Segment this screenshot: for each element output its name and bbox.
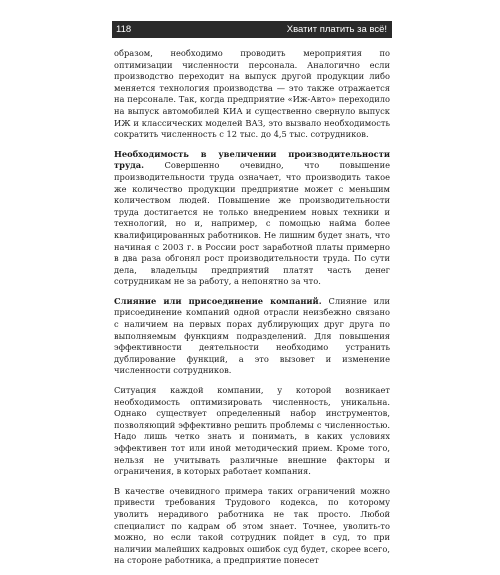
body-text xyxy=(114,48,390,575)
paragraph xyxy=(114,48,390,141)
paragraph xyxy=(114,486,390,567)
paragraph-text: образом, необходимо проводить мероприятия по оптимизации численности персонала. Аналогично если производство переходит на выпуск другой продукции либо меняется технология производства — это также отражается на персонале. Так, когда предприятие «Иж-Авто» переходило на выпуск автомобилей КИА и существенно свернуло выпуск ИЖ и классических моделей ВАЗ, это вызвало необходимость сократить численность с 12 тыс. до 4,5 тыс. сотрудников. xyxy=(114,48,390,140)
paragraph xyxy=(114,296,390,377)
paragraph-text: В качестве очевидного примера таких ограничений можно привести требования Трудового кодекса, по которому уволить нерадивого работника не так просто. Любой специалист по кадрам об этом знает. Точнее, уволить-то можно, но если такой сотрудник пойдет в суд, то при наличии малейших кадровых ошибок суд будет, скорее всего, на стороне работника, а предприятие понесет xyxy=(114,485,390,566)
running-head-title: Хватит платить за всё! xyxy=(286,24,387,35)
paragraph-text: Ситуация каждой компании, у которой возникает необходимость оптимизировать численность, уникальна. Однако существует определенный набор инструментов, позволяющий эффективно решить проблемы с численностью. Надо лишь четко знать и понимать, в каких условиях эффективен тот или иной методический прием. Кроме того, нельзя не учитывать различные внешние факторы и ограничения, в которых работает компания. xyxy=(114,385,390,477)
run-in-heading: Слияние или присоединение компаний. xyxy=(114,295,322,306)
page-number: 118 xyxy=(116,24,132,35)
run-in-heading: Необходимость в увеличении производительности труда. xyxy=(114,148,390,171)
paragraph-text: Слияние или присоединение компаний одной отрасли неизбежно связано с наличием на первых порах дублирующих друг друга по выполняемым функциям подразделений. Для повышения эффективности деятельности необходимо устранить дублирование функций, а это вызовет и изменение численности сотрудников. xyxy=(114,295,391,376)
paragraph xyxy=(114,385,390,478)
paragraph xyxy=(114,149,390,288)
paragraph-text: Совершенно очевидно, что повышение производительности труда означает, что производить такое же количество продукции предприятие может с меньшим количеством людей. Повышение же производительности труда достигается не только внедрением новых техники и технологий, но и, например, с помощью найма более квалифицированных работников. Не лишним будет знать, что начиная с 2003 г. в России рост заработной платы примерно в два раза обгонял рост производительности труда. По сути дела, владельцы предприятий платят часть денег сотрудникам не за работу, а непонятно за что. xyxy=(114,160,391,287)
